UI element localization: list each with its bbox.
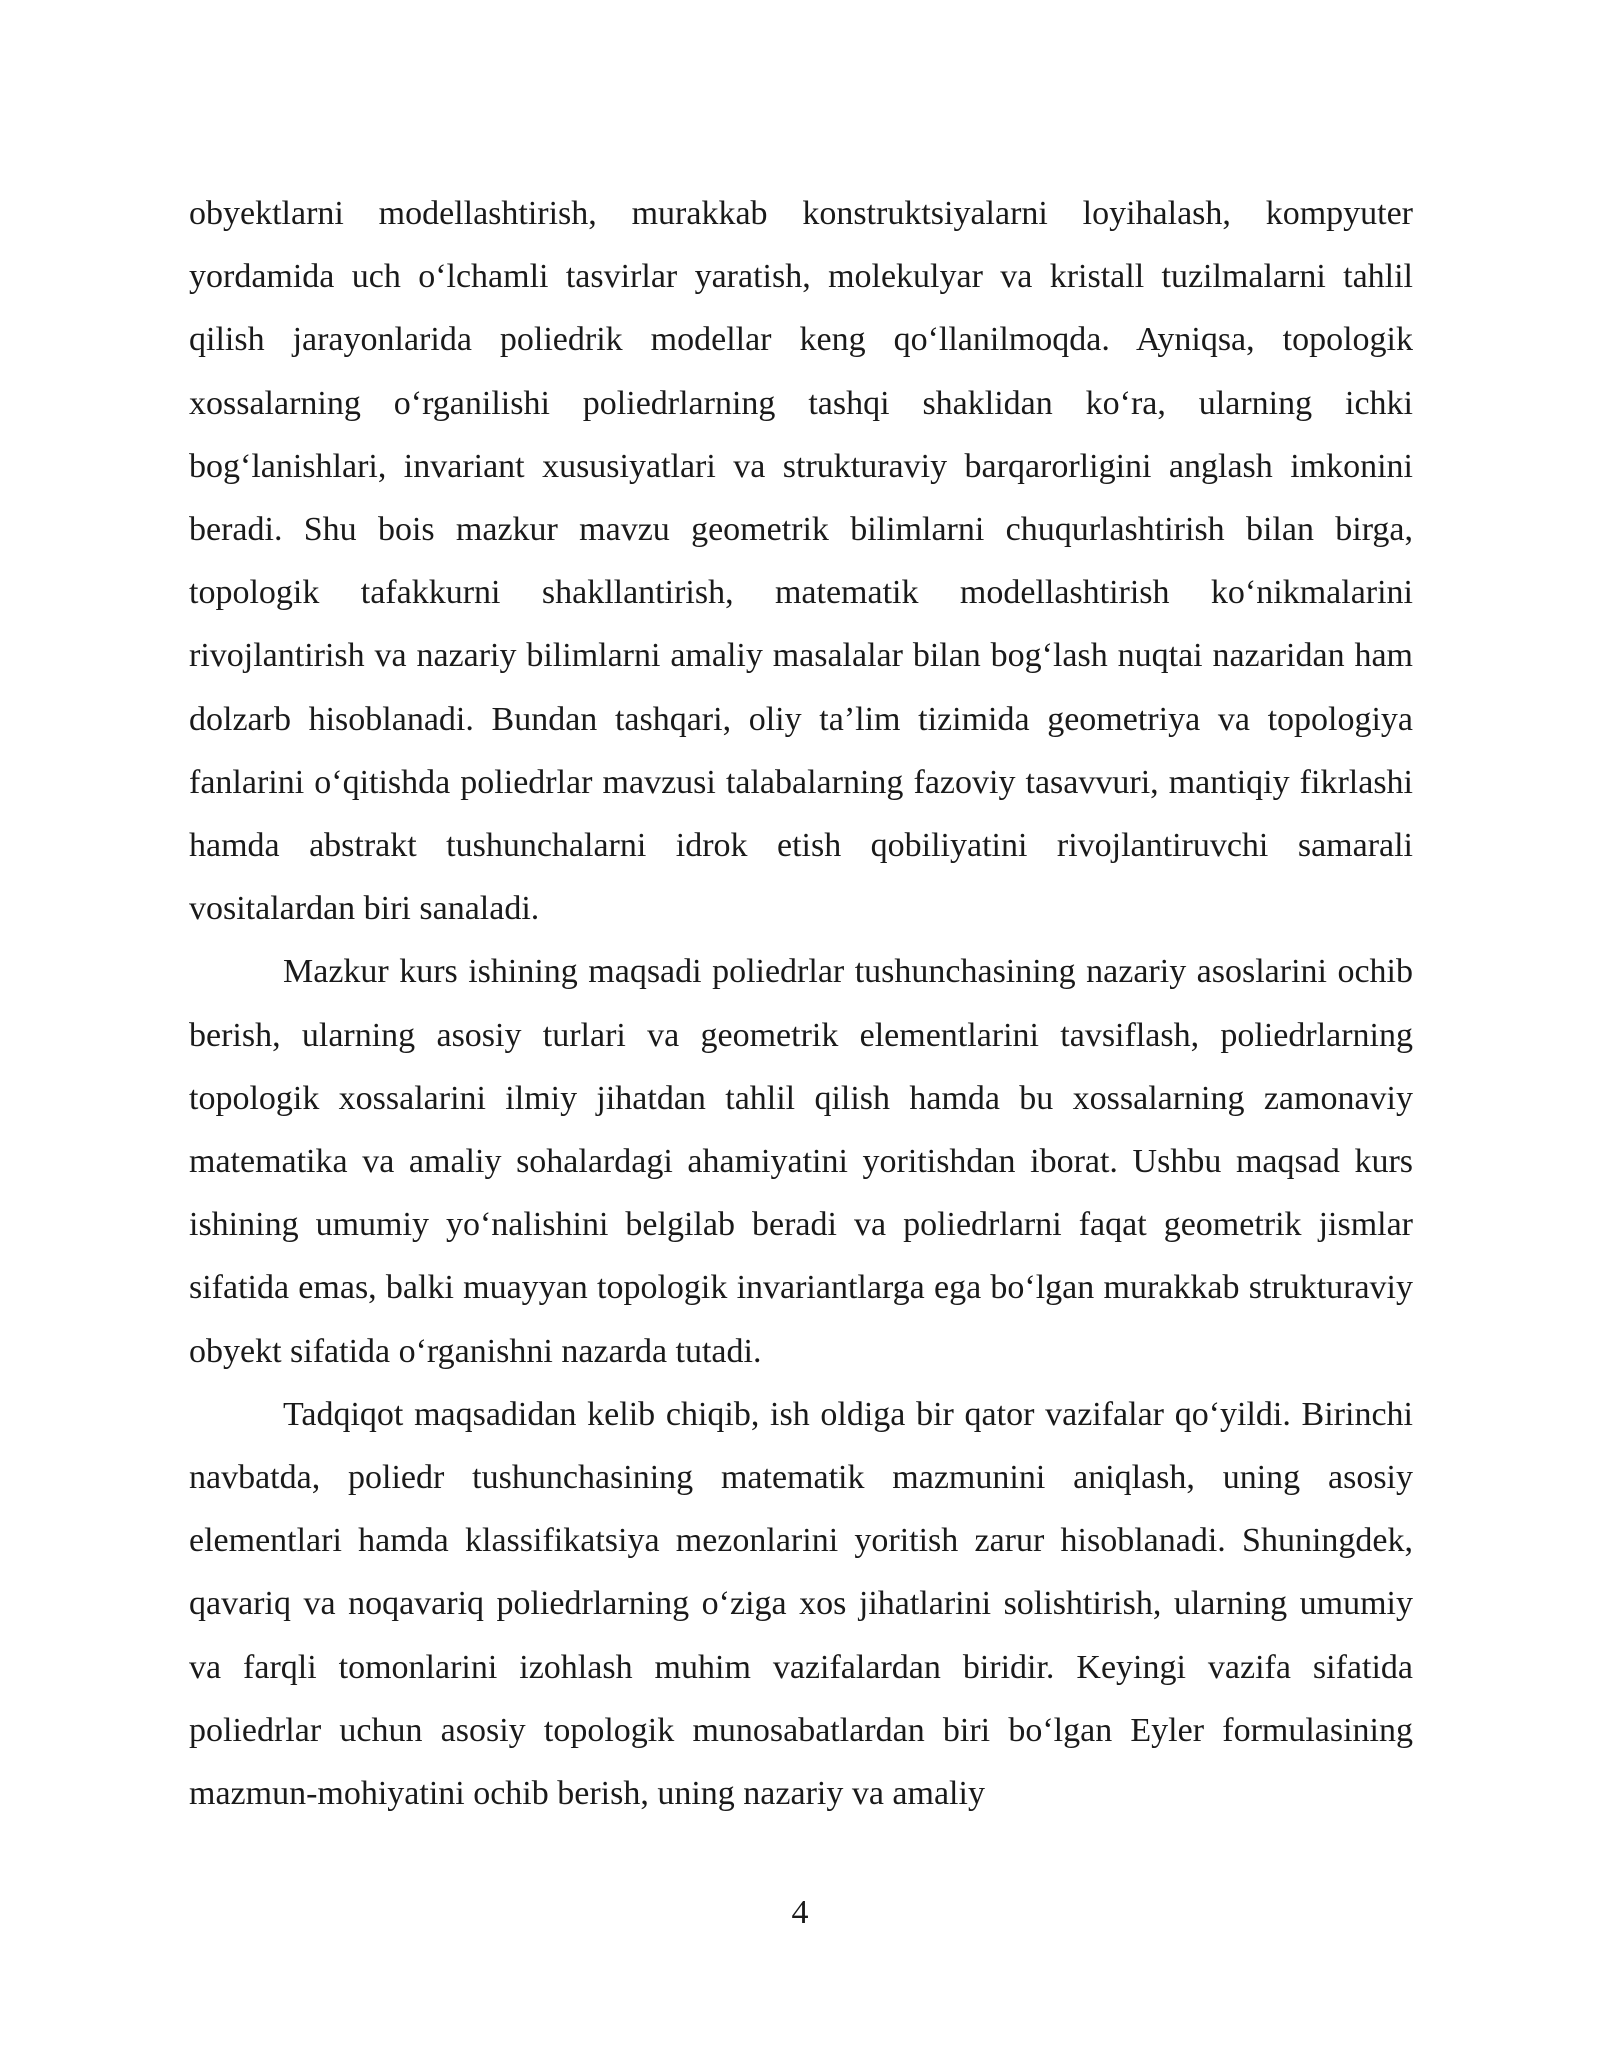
paragraph-tasks: Tadqiqot maqsadidan kelib chiqib, ish oldiga bir qator vazifalar qo‘yildi. Birinchi navbatda, poliedr tushunchasining matematik mazmunini aniqlash, uning asosiy elementlari hamda klassifikatsiya mezonlarini yoritish zarur hisoblanadi. Shuningdek, qavariq va noqavariq poliedrlarning o‘ziga xos jihatlarini solishtirish, ularning umumiy va farqli tomonlarini izohlash muhim vazifalardan biridir. Keyingi vazifa sifatida poliedrlar uchun asosiy topologik munosabatlardan biri bo‘lgan Eyler formulasining mazmun-mohiyatini ochib berish, uning nazariy va amaliy bbox=[189, 1395, 1413, 1813]
paragraph-purpose: Mazkur kurs ishining maqsadi poliedrlar tushunchasining nazariy asoslarini ochib berish, ularning asosiy turlari va geometrik elementlarini tavsiflash, poliedrlarning topologik xossalarini ilmiy jihatdan tahlil qilish hamda bu xossalarning zamonaviy matematika va amaliy sohalardagi ahamiyatini yoritishdan iborat. Ushbu maqsad kurs ishining umumiy yo‘nalishini belgilab beradi va poliedrlarni faqat geometrik jismlar sifatida emas, balki muayyan topologik invariantlarga ega bo‘lgan murakkab strukturaviy obyekt sifatida o‘rganishni nazarda tutadi. bbox=[189, 953, 1413, 1370]
body-text bbox=[189, 182, 1413, 1825]
page-number: 4 bbox=[791, 1894, 809, 1931]
paragraph-continued: obyektlarni modellashtirish, murakkab konstruktsiyalarni loyihalash, kompyuter yordamida uch o‘lchamli tasvirlar yaratish, molekulyar va kristall tuzilmalarni tahlil qilish jarayonlarida poliedrik modellar keng qo‘llanilmoqda. Ayniqsa, topologik xossalarning o‘rganilishi poliedrlarning tashqi shaklidan ko‘ra, ularning ichki bog‘lanishlari, invariant xususiyatlari va strukturaviy barqarorligini anglash imkonini beradi. Shu bois mazkur mavzu geometrik bilimlarni chuqurlashtirish bilan birga, topologik tafakkurni shakllantirish, matematik modellashtirish ko‘nikmalarini rivojlantirish va nazariy bilimlarni amaliy masalalar bilan bog‘lash nuqtai nazaridan ham dolzarb hisoblanadi. Bundan tashqari, oliy ta’lim tizimida geometriya va topologiya fanlarini o‘qitishda poliedrlar mavzusi talabalarning fazoviy tasavvuri, mantiqiy fikrlashi hamda abstrakt tushunchalarni idrok etish qobiliyatini rivojlantiruvchi samarali vositalardan biri sanaladi. bbox=[189, 195, 1413, 928]
